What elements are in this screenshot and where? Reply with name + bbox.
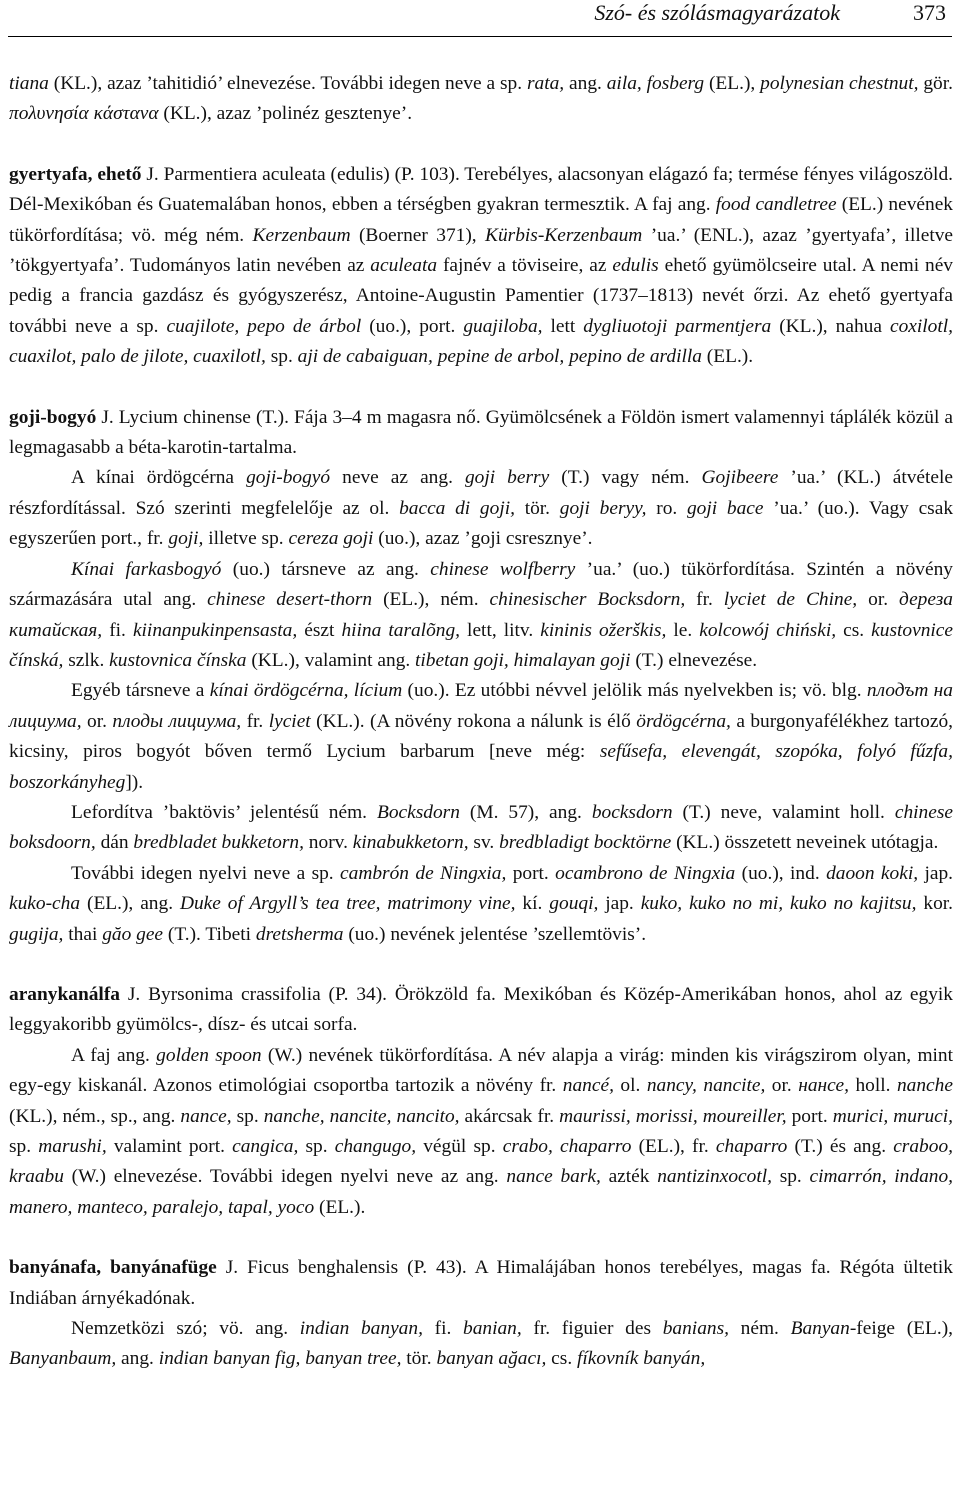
text-run: (KL.), azaz ’tahitidió’ elnevezése. További idegen neve a sp. — [48, 73, 527, 94]
text-run: (uo.), azaz ’goji csresznye’. — [373, 528, 593, 550]
text-run: További idegen nyelvi neve a sp. — [71, 862, 341, 884]
italic-term: golden spoon — [156, 1044, 262, 1066]
text-run: fr. — [685, 589, 724, 611]
text-run: neve az ang. — [330, 467, 465, 489]
headword: goji-bogyó — [9, 406, 97, 428]
italic-term: Bocksdorn — [376, 801, 460, 823]
italic-term: aculeata — [370, 255, 438, 277]
text-run: gör. — [918, 73, 953, 94]
text-run: azték — [600, 1166, 658, 1188]
italic-term: nance bark, — [506, 1166, 601, 1188]
italic-term: kiinanpukinpensasta, — [132, 619, 298, 641]
text-run: ang. — [564, 73, 607, 94]
paragraph — [9, 676, 953, 798]
text-run: lett, litv. — [460, 619, 541, 641]
italic-term: găo gee — [102, 923, 164, 945]
italic-term: cuajilote, pepo de árbol — [166, 315, 362, 337]
italic-term: cereza goji — [288, 528, 374, 550]
text-run: akárcsak fr. — [459, 1105, 560, 1127]
text-run: sp. — [298, 1136, 335, 1157]
text-run: or. — [81, 710, 113, 732]
text-run: (EL.), ném. — [372, 589, 490, 611]
text-run: (KL.), nahua — [771, 315, 890, 337]
italic-term: nantizinxocotl, — [657, 1166, 772, 1188]
text-run: fr. — [241, 710, 269, 732]
paragraph — [9, 555, 953, 677]
italic-term: craboo, kraabu — [9, 1136, 953, 1188]
text-run: sp. — [9, 1136, 39, 1157]
italic-term: cimarrón, indano, manero, manteco, paralejo, tapal, yoco — [9, 1166, 954, 1218]
italic-term: chinesischer Bocksdorn, — [489, 589, 686, 611]
italic-term: cambrón de Ningxia, — [340, 862, 507, 884]
italic-term: kinabukketorn, — [352, 832, 469, 854]
italic-term: aji de cabaiguan, pepine de arbol, pepino de ardilla — [297, 346, 702, 368]
text-run: (uo.), port. — [361, 315, 464, 337]
italic-term: bredbladet bukketorn, — [133, 832, 304, 854]
text-run: port. — [786, 1105, 833, 1127]
text-run: tör. — [514, 497, 560, 519]
text-run: (T.) vagy ném. — [549, 467, 702, 489]
text-run: kor. — [916, 893, 953, 915]
text-run: J. Ficus benghalensis (P. 43). A Himalájában honos terebélyes, magas fa. Régóta ültetik Indiában árnyékadónak. — [9, 1257, 953, 1309]
italic-term: goji-bogyó — [246, 467, 331, 489]
italic-term: kínai ördögcérna, lícium — [209, 680, 403, 702]
italic-term: kustovnica čínska — [109, 649, 247, 671]
text-run: dán — [95, 832, 134, 854]
paragraph — [9, 859, 953, 950]
text-run: ang. — [116, 1348, 159, 1370]
dictionary-entry — [9, 1253, 953, 1314]
italic-term: nancé, — [562, 1075, 614, 1097]
text-run: tör. — [401, 1348, 437, 1370]
italic-term: kuko-cha — [9, 893, 81, 915]
text-run: ’ua.’ (uo.) tükörfordítása. Szintén a növény származására utal ang. — [9, 558, 953, 611]
italic-term: banians, — [662, 1318, 729, 1340]
text-run: cs. — [546, 1348, 578, 1370]
text-run: jap. — [598, 893, 641, 915]
italic-term: kolcowój chiński, — [699, 619, 837, 641]
text-run: sp. — [231, 1105, 264, 1127]
text-run: Egyéb társneve a — [71, 680, 210, 702]
italic-term: fíkovník banyán, — [577, 1348, 706, 1370]
text-run: ro. — [646, 497, 687, 519]
text-run: (EL.), ang. — [80, 893, 180, 915]
italic-term: kuko, kuko no mi, kuko no kajitsu, — [640, 893, 917, 915]
italic-term: marushi, — [38, 1136, 107, 1157]
italic-term: nanche — [896, 1075, 953, 1097]
italic-term: goji beryy, — [559, 497, 647, 519]
italic-term: chinese desert-thorn — [207, 589, 373, 611]
text-run: lett — [542, 315, 584, 337]
text-run: (KL.), ném., sp., ang. — [9, 1105, 181, 1127]
italic-term: плодът на лициума, — [9, 680, 953, 732]
text-run: J. Lycium chinense (T.). Fája 3–4 m magasra nő. Gyümölcsének a Földön ismert valamennyi táplálék közül a legmagasabb a béta-karotin-tartalma. — [9, 406, 953, 459]
italic-term: bocksdorn — [591, 801, 673, 823]
text-run: (KL.) összetett neveinek utótagja. — [671, 832, 939, 854]
text-run: A kínai ördögcérna — [71, 467, 247, 489]
text-run: Lefordítva ’baktövis’ jelentésű ném. — [71, 801, 377, 823]
text-run: sv. — [468, 832, 500, 854]
italic-term: lyciet de Chine, — [723, 589, 858, 611]
italic-term: daoon koki, — [826, 862, 919, 884]
text-run: ’ua.’ (ENL.), azaz ’gyertyafa’, illetve ’tökgyertyafa’. Tudományos latin nevében az — [9, 224, 954, 277]
italic-term: nanche, nancite, nancito, — [263, 1105, 460, 1127]
italic-term: Kürbis-Kerzenbaum — [485, 224, 643, 246]
italic-term: aila, fosberg — [606, 73, 705, 94]
text-run: sp. — [771, 1166, 810, 1188]
text-run: (EL.) nevének tükörfordítása; vö. még ném. — [9, 194, 953, 246]
italic-term: crabo, chaparro — [502, 1136, 632, 1157]
text-run: fr. figuier des — [521, 1318, 663, 1340]
running-title: Szó- és szólásmagyarázatok — [594, 0, 840, 25]
italic-term: Gojibeere — [701, 467, 779, 489]
italic-term: lyciet — [268, 710, 311, 732]
paragraph — [9, 463, 953, 554]
italic-term: nance, — [180, 1105, 232, 1127]
text-run: (T.) elnevezése. — [630, 649, 758, 671]
text-run: (EL.), — [704, 73, 761, 94]
text-run: (KL.), valamint ang. — [246, 649, 416, 671]
text-run: le. — [666, 619, 700, 641]
italic-term: плоды лициума, — [112, 710, 242, 732]
headword: aranykanálfa — [9, 983, 120, 1005]
headword: banyánafa, banyánafüge — [9, 1257, 217, 1279]
italic-term: bacca di goji, — [399, 497, 515, 519]
italic-term: rata, — [526, 73, 565, 94]
italic-term: bredbladigt bocktörne — [499, 832, 672, 854]
text-run: kí. — [515, 893, 550, 915]
italic-term: polynesian chestnut, — [760, 73, 919, 94]
italic-term: нансе, — [798, 1075, 849, 1097]
text-run: a burgonyafélékhez tartozó, kicsiny, piros bogyót bőven termő Lycium barbarum [neve még: — [9, 710, 953, 763]
text-run: (Boerner 371), — [350, 224, 486, 246]
italic-term: chinese wolfberry — [430, 558, 576, 580]
italic-term: edulis — [612, 255, 659, 277]
text-run: or. — [765, 1075, 799, 1097]
text-run: valamint port. — [106, 1136, 233, 1157]
paragraph — [9, 1041, 953, 1223]
italic-term: goji, — [168, 528, 204, 550]
italic-term: chinese boksdoorn, — [9, 801, 954, 854]
italic-term: dretsherma — [255, 923, 344, 945]
text-run: -feige (EL.), — [849, 1318, 954, 1340]
text-run: (uo.), ind. — [735, 862, 827, 884]
italic-term: coxilotl, cuaxilot, palo de jilote, cuaxilotl, — [9, 315, 953, 368]
text-run: fajnév a töviseire, az — [437, 255, 613, 277]
text-run: port. — [506, 862, 556, 884]
italic-term: Kínai farkasbogyó — [71, 558, 222, 580]
page-header — [8, 0, 952, 37]
text-run: végül sp. — [416, 1136, 503, 1157]
text-run: (KL.), azaz ’polinéz gesztenye’. — [158, 103, 413, 125]
italic-term: cangica, — [232, 1136, 299, 1157]
body-text — [9, 69, 953, 1375]
paragraph — [9, 69, 953, 130]
text-run: thai — [63, 923, 103, 945]
italic-term: murici, muruci, — [832, 1105, 953, 1127]
text-run: (EL.). — [314, 1196, 366, 1218]
page-number: 373 — [913, 0, 946, 25]
italic-term: chaparro — [715, 1136, 788, 1157]
text-run: szlk. — [63, 649, 110, 671]
italic-term: tiana — [9, 73, 49, 94]
text-run: ehető gyümölcseire utal. A nemi név pedig a francia gazdász és gyógyszerész, Antoine-Augustin Pamentier (1737–1813) nevét őrzi. Az ehető gyertyafa további neve a sp. — [9, 255, 953, 337]
text-run: Nemzetközi szó; vö. ang. — [71, 1318, 300, 1340]
text-run: (T.) és ang. — [787, 1136, 894, 1157]
italic-term: ördögcérna, — [636, 710, 731, 732]
dictionary-entry — [9, 980, 953, 1041]
italic-term: banyan ağacı, — [436, 1348, 547, 1370]
text-run: holl. — [848, 1075, 897, 1097]
italic-term: indian banyan fig, banyan tree, — [158, 1348, 402, 1370]
text-run: (KL.). (A növény rokona a nálunk is élő — [310, 710, 637, 732]
text-run: (uo.). Ez utóbbi névvel jelölik más nyelvekben is; vö. blg. — [402, 680, 867, 702]
text-run: (uo.) társneve az ang. — [221, 558, 431, 580]
text-run: (uo.) nevének jelentése ’szellemtövis’. — [343, 923, 647, 945]
text-run: ’ua.’ (KL.) átvétele részfordítással. Szó szerinti megfelelője az ol. — [9, 467, 954, 519]
text-run: (W.) nevének tükörfordítása. A név alapja a virág: minden kis virágszirom olyan, mint egy-egy kiskanál. Azonos etimológiai csoportba tartozik a növény fr. — [9, 1044, 953, 1097]
italic-term: gouqi, — [549, 893, 599, 915]
text-run: ]). — [125, 771, 144, 793]
dictionary-entry — [9, 403, 953, 464]
text-run: sp. — [265, 346, 298, 368]
text-run: A faj ang. — [71, 1044, 157, 1066]
italic-term: sefűsefa, elevengát, szopóka, folyó fűzfa, boszorkányheg — [9, 741, 953, 793]
italic-term: πολυνησία κάστανα — [9, 103, 159, 125]
italic-term: gugija, — [9, 923, 64, 945]
italic-term: maurissi, morissi, moureiller, — [559, 1105, 787, 1127]
headword: gyertyafa, ehető — [9, 163, 142, 185]
italic-term: food candletree — [715, 194, 837, 216]
italic-term: hiina taralõng, — [341, 619, 461, 641]
text-run: or. — [857, 589, 900, 611]
italic-term: kininis ožerškis, — [540, 619, 667, 641]
paragraph — [9, 1314, 953, 1375]
italic-term: Duke of Argyll’s tea tree, matrimony vine, — [179, 893, 516, 915]
text-run: (T.) neve, valamint holl. — [672, 801, 895, 823]
italic-term: indian banyan, — [299, 1318, 423, 1340]
italic-term: goji berry — [464, 467, 550, 489]
italic-term: dygliuotoji parmentjera — [583, 315, 772, 337]
paragraph — [9, 798, 953, 859]
text-run: (W.) elnevezése. További idegen nyelvi neve az ang. — [63, 1166, 507, 1188]
text-run: (T.). Tibeti — [163, 923, 256, 945]
text-run: fi. — [422, 1318, 464, 1340]
italic-term: nancy, nancite, — [646, 1075, 766, 1097]
text-run: fi. — [102, 619, 133, 641]
text-run: norv. — [303, 832, 353, 854]
italic-term: kustovnice čínská, — [9, 619, 953, 671]
italic-term: Kerzenbaum — [252, 224, 351, 246]
italic-term: changugo, — [334, 1136, 417, 1157]
text-run: (EL.), fr. — [631, 1136, 716, 1157]
text-run: ném. — [728, 1318, 791, 1340]
text-run: ol. — [613, 1075, 647, 1097]
italic-term: Banyan — [790, 1318, 850, 1340]
text-run: jap. — [918, 862, 954, 884]
text-run: (EL.). — [701, 346, 754, 368]
text-run: J. Byrsonima crassifolia (P. 34). Örökzöld fa. Mexikóban és Közép-Amerikában honos, ahol az egyik leggyakoribb gyümölcs-, dísz- és utcai sorfa. — [9, 983, 953, 1036]
italic-term: guajiloba, — [463, 315, 543, 337]
italic-term: Banyanbaum, — [9, 1348, 117, 1370]
italic-term: дереза китайская, — [9, 589, 953, 641]
dictionary-entry — [9, 160, 953, 373]
italic-term: banian, — [463, 1318, 522, 1340]
text-run: ’ua.’ (uo.). Vagy csak egyszerűen port., fr. — [9, 497, 954, 550]
text-run: cs. — [836, 619, 872, 641]
text-run: észt — [297, 619, 342, 641]
text-run: illetve sp. — [203, 528, 289, 550]
text-run: (M. 57), ang. — [459, 801, 592, 823]
italic-term: ocambrono de Ningxia — [555, 862, 736, 884]
text-run: J. Parmentiera aculeata (edulis) (P. 103). Terebélyes, alacsonyan elágazó fa; termése fényes világoszöld. Dél-Mexikóban és Guatemalában honos, ebben a térségben gyakran termesztik. A faj ang. — [9, 163, 953, 216]
italic-term: tibetan goji, himalayan goji — [415, 649, 631, 671]
italic-term: goji bace — [686, 497, 764, 519]
